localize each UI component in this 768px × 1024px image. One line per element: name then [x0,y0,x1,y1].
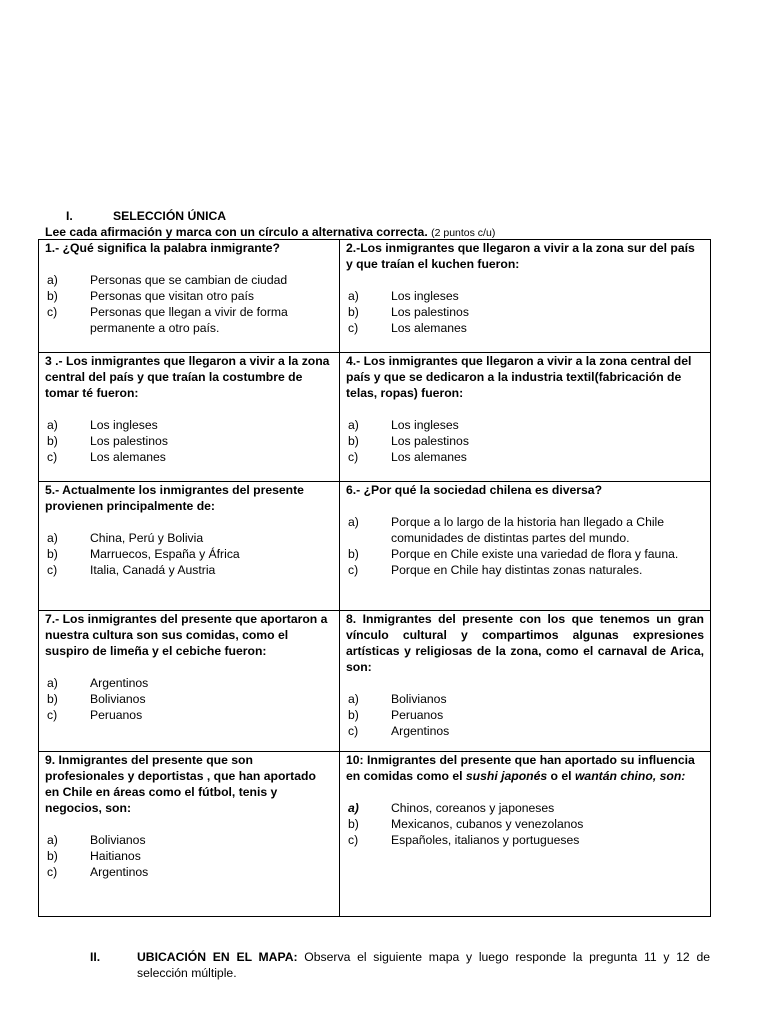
options-list [45,832,333,880]
section-2 [90,949,710,981]
option-item[interactable]: a) Argentinos [47,676,149,690]
option-item[interactable]: c) Argentinos [348,724,450,738]
question-text: 7.- Los inmigrantes del presente que aportaron a nuestra cultura son sus comidas, como el suspiro de limeña y el cebiche fueron: [45,612,328,658]
option-item[interactable]: c) Porque en Chile hay distintas zonas naturales. [348,563,643,577]
question-text: 8. Inmigrantes del presente con los que tenemos un gran vínculo cultural y compartimos algunas expresiones artísticas y religiosas de la zona, como el carnaval de Arica, son: [346,612,704,674]
question-text: 9. Inmigrantes del presente que son profesionales y deportistas , que han aportado en Chile en áreas como el fútbol, tenis y negocios, son: [45,753,316,815]
options-list [346,691,704,739]
options-list [346,417,704,465]
option-item[interactable]: b) Peruanos [348,708,444,722]
question-text: 1.- ¿Qué significa la palabra inmigrante? [45,241,281,255]
points-note: (2 puntos c/u) [431,227,496,239]
option-item[interactable]: a) Bolivianos [348,692,447,706]
options-list [45,530,333,578]
question-text: 10: Inmigrantes del presente que han aportado su influencia en comidas como el sushi japonés o el wantán chino, son: [346,753,695,783]
option-item[interactable]: a) Los ingleses [47,418,158,432]
section-number: I. [66,209,73,223]
option-item[interactable]: c) Los alemanes [348,321,467,335]
question-cell [39,240,340,353]
options-list [45,272,333,336]
question-text: 6.- ¿Por qué la sociedad chilena es diversa? [346,483,603,497]
question-cell [340,752,711,917]
options-list [346,800,704,848]
question-cell [39,482,340,611]
question-cell [340,482,711,611]
option-item[interactable]: b) Los palestinos [348,434,469,448]
options-list [346,288,704,336]
options-list [45,417,333,465]
question-cell [39,752,340,917]
option-item[interactable]: b) Personas que visitan otro país [47,289,254,303]
option-item[interactable]: c) Los alemanes [47,450,166,464]
option-item[interactable]: b) Bolivianos [47,692,146,706]
option-item[interactable]: b) Los palestinos [47,434,168,448]
question-text: 2.-Los inmigrantes que llegaron a vivir a la zona sur del país y que traían el kuchen fueron: [346,241,695,271]
option-item[interactable]: b) Los palestinos [348,305,469,319]
options-list [45,675,333,723]
options-list [346,514,704,578]
section-2-text: UBICACIÓN EN EL MAPA: Observa el siguiente mapa y luego responde la pregunta 11 y 12 de selección múltiple. [137,950,710,980]
section-2-label: UBICACIÓN EN EL MAPA: [137,950,298,964]
question-text: 3 .- Los inmigrantes que llegaron a vivir a la zona central del país y que traían la costumbre de tomar té fueron: [45,354,330,400]
option-item[interactable]: c) Los alemanes [348,450,467,464]
option-item[interactable]: b) Haitianos [47,849,141,863]
question-cell [340,353,711,482]
section-number: II. [90,950,101,964]
question-text: 5.- Actualmente los inmigrantes del presente provienen principalmente de: [45,483,304,513]
option-item[interactable]: a) Los ingleses [348,418,459,432]
option-item[interactable]: b) Porque en Chile existe una variedad de flora y fauna. [348,547,679,561]
question-cell [39,611,340,752]
option-item[interactable]: b) Mexicanos, cubanos y venezolanos [348,817,584,831]
option-item[interactable]: c) Argentinos [47,865,149,879]
option-item[interactable]: c) Españoles, italianos y portugueses [348,833,580,847]
question-cell [39,353,340,482]
question-text: 4.- Los inmigrantes que llegaron a vivir a la zona central del país y que se dedicaron a la industria textil(fabricación de telas, ropas) fueron: [346,354,692,400]
option-item[interactable]: a) Personas que se cambian de ciudad [47,273,288,287]
option-item[interactable]: a) China, Perú y Bolivia [47,531,204,545]
question-cell [340,611,711,752]
option-item[interactable]: c) Italia, Canadá y Austria [47,563,216,577]
section-title: SELECCIÓN ÚNICA [113,209,227,223]
option-item[interactable]: a) Chinos, coreanos y japoneses [348,801,555,815]
option-item[interactable]: b) Marruecos, España y África [47,547,240,561]
question-cell [340,240,711,353]
option-item[interactable]: a) Bolivianos [47,833,146,847]
section-heading [66,208,226,224]
option-item[interactable]: c) Peruanos [47,708,143,722]
instruction-text: Lee cada afirmación y marca con un círculo a alternativa correcta. [45,225,428,239]
option-item[interactable]: a) Los ingleses [348,289,459,303]
questions-table [38,239,711,917]
option-item[interactable]: a) Porque a lo largo de la historia han llegado a Chile comunidades de distintas partes del mundo. [348,515,665,545]
option-item[interactable]: c) Personas que llegan a vivir de forma permanente a otro país. [47,305,288,335]
